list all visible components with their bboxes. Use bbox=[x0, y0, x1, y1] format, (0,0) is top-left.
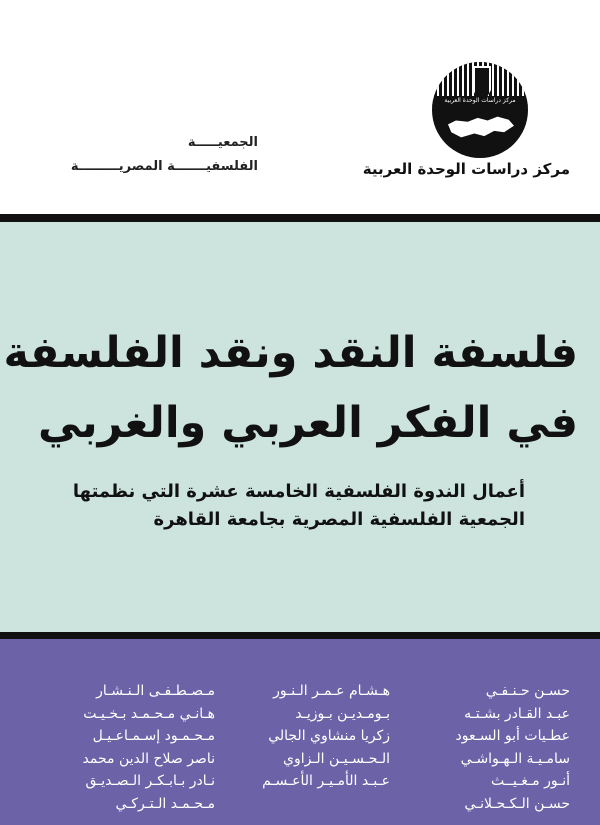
title-line-2: في الفكر العربي والغربي bbox=[38, 398, 578, 448]
book-title bbox=[3, 318, 578, 458]
subtitle-line-1: أعمال الندوة الفلسفية الخامسة عشرة التي نظمتها bbox=[72, 481, 525, 502]
author-name: سامـيـة الـهـواشـي bbox=[460, 750, 570, 767]
author-name: زكريا منشاوي الجالي bbox=[268, 728, 390, 744]
authors-column-3 bbox=[45, 680, 215, 815]
society-line-1: الجمعيـــــة bbox=[187, 135, 258, 150]
author-name: الـحـسـيـن الـزاوي bbox=[282, 750, 390, 767]
arab-world-map-icon bbox=[448, 114, 514, 140]
author-name: حسـن حـنـفـي bbox=[485, 683, 570, 699]
author-name: عبـد القـادر بشـتـه bbox=[464, 705, 570, 722]
author-name: هـانـي مـحـمـد بـخـيـت bbox=[83, 705, 215, 722]
publisher-name: مركز دراسات الوحدة العربية bbox=[362, 160, 570, 178]
author-name: حسـن الـكـحـلانـي bbox=[464, 795, 570, 812]
author-name: نـادر بـابـكـر الـصـديـق bbox=[85, 773, 215, 789]
author-name: بـومـديـن بـوزيـد bbox=[295, 705, 390, 722]
society-name bbox=[58, 131, 258, 179]
authors-column-1 bbox=[395, 680, 570, 815]
author-name: عطـيات أبو السـعود bbox=[455, 728, 570, 744]
author-name: مـصـطـفـى الـنـشـار bbox=[96, 683, 215, 699]
society-line-2: الفلسفيـــــــة المصريـــــــــة bbox=[70, 159, 258, 174]
author-name: مـحـمـود إسـمـاعـيـل bbox=[92, 728, 215, 744]
top-section bbox=[0, 0, 600, 214]
author-name: أنـور مـغـيــث bbox=[491, 773, 570, 789]
publisher-logo bbox=[432, 62, 528, 158]
title-line-1: فلسفة النقد ونقد الفلسفة bbox=[3, 328, 578, 378]
authors-column-2 bbox=[215, 680, 390, 793]
author-name: مـحـمـد الـتـركـي bbox=[115, 795, 215, 812]
book-subtitle bbox=[45, 478, 525, 534]
bottom-divider bbox=[0, 632, 600, 639]
subtitle-line-2: الجمعية الفلسفية المصرية بجامعة القاهرة bbox=[153, 509, 525, 530]
logo-text: مركز دراسات الوحدة العربية bbox=[432, 96, 528, 106]
author-name: ناصر صلاح الدين محمد bbox=[82, 750, 215, 767]
author-name: عـبـد الأمـيـر الأعـسـم bbox=[262, 773, 390, 789]
top-divider bbox=[0, 214, 600, 222]
author-name: هـشـام عـمـر الـنـور bbox=[273, 683, 390, 699]
